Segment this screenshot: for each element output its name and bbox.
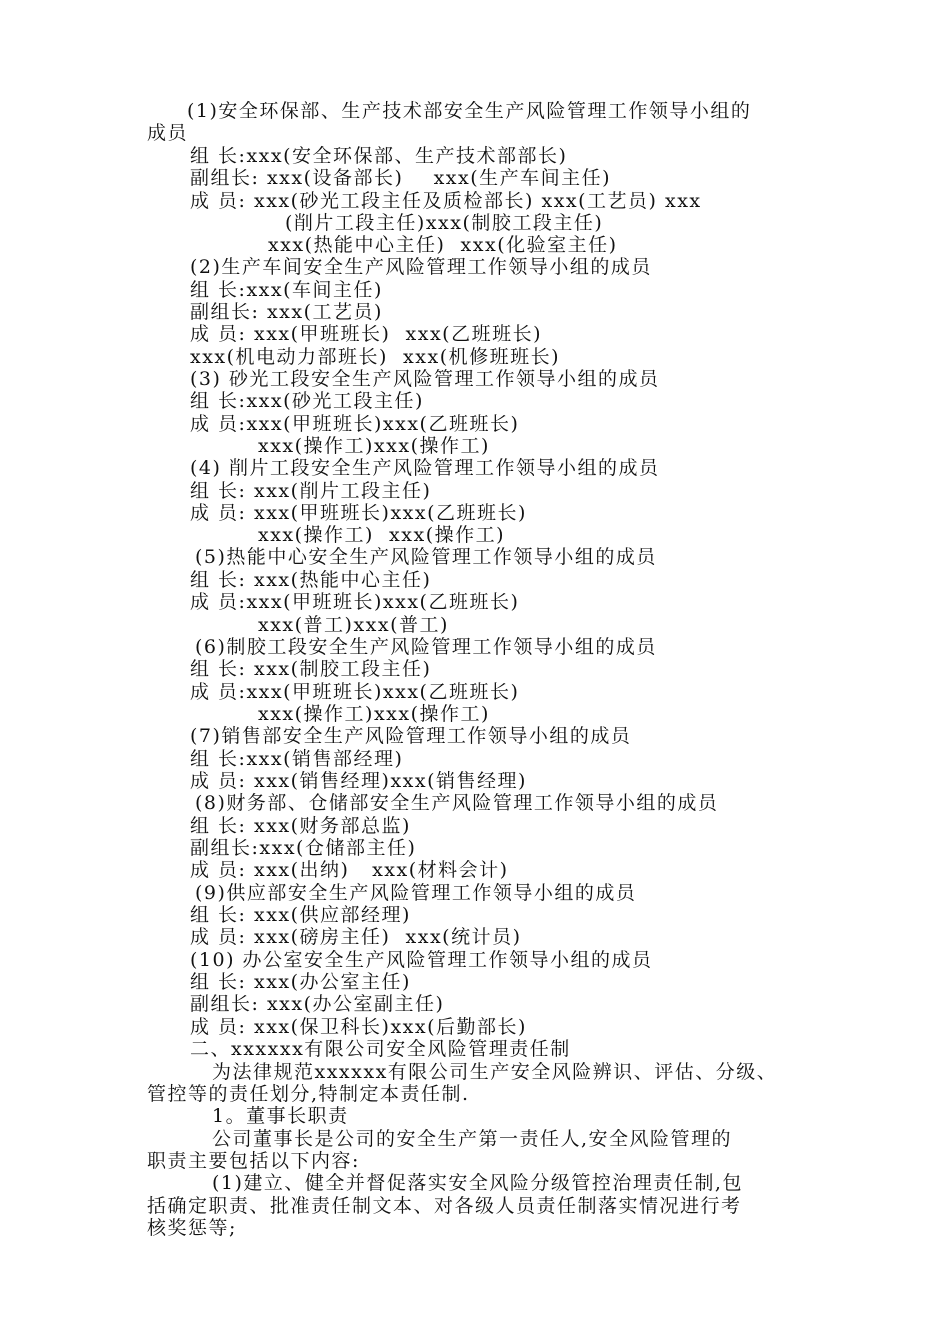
text-line: 副组长: xxx(工艺员) [190, 301, 383, 323]
text-line: 成员 [147, 122, 189, 144]
section-heading-10: (10) 办公室安全生产风险管理工作领导小组的成员 [190, 949, 653, 971]
text-line: xxx(操作工) xxx(操作工) [258, 524, 506, 546]
text-line: 成 员: xxx(出纳) xxx(材料会计) [190, 859, 509, 881]
section-heading-3: (3) 砂光工段安全生产风险管理工作领导小组的成员 [190, 368, 660, 390]
text-line: 组 长:xxx(安全环保部、生产技术部部长) [190, 145, 568, 167]
text-line: 成 员: xxx(销售经理)xxx(销售经理) [190, 770, 527, 792]
text-line: 成 员:xxx(甲班班长)xxx(乙班班长) [190, 413, 520, 435]
paragraph-line: 括确定职责、批准责任制文本、对各级人员责任制落实情况进行考 [147, 1195, 742, 1217]
text-line: xxx(普工)xxx(普工) [258, 614, 449, 636]
text-line: 组 长: xxx(削片工段主任) [190, 480, 432, 502]
paragraph-line: (1)建立、健全并督促落实安全风险分级管控治理责任制,包 [212, 1172, 743, 1194]
text-line: xxx(机电动力部班长) xxx(机修班班长) [190, 346, 561, 368]
paragraph-line: 管控等的责任划分,特制定本责任制. [147, 1083, 470, 1105]
paragraph-line: 公司董事长是公司的安全生产第一责任人,安全风险管理的 [212, 1128, 733, 1150]
text-line: 成 员: xxx(甲班班长)xxx(乙班班长) [190, 502, 527, 524]
text-line: 成 员: xxx(保卫科长)xxx(后勤部长) [190, 1016, 527, 1038]
text-line: xxx(操作工)xxx(操作工) [258, 703, 490, 725]
text-line: 成 员:xxx(甲班班长)xxx(乙班班长) [190, 591, 520, 613]
section-heading-8: (8)财务部、仓储部安全生产风险管理工作领导小组的成员 [195, 792, 719, 814]
text-line: 副组长: xxx(办公室副主任) [190, 993, 445, 1015]
paragraph-line: 为法律规范xxxxxx有限公司生产安全风险辨识、评估、分级、 [212, 1061, 778, 1083]
text-line: 组 长: xxx(制胶工段主任) [190, 658, 432, 680]
section-heading-2: (2)生产车间安全生产风险管理工作领导小组的成员 [190, 256, 652, 278]
section-heading-4: (4) 削片工段安全生产风险管理工作领导小组的成员 [190, 457, 660, 479]
text-line: 组 长:xxx(砂光工段主任) [190, 390, 424, 412]
section-heading-6: (6)制胶工段安全生产风险管理工作领导小组的成员 [195, 636, 657, 658]
section-heading-9: (9)供应部安全生产风险管理工作领导小组的成员 [195, 882, 637, 904]
paragraph-line: 核奖惩等; [147, 1217, 237, 1239]
text-line: 副组长:xxx(仓储部主任) [190, 837, 417, 859]
text-line: 成 员: xxx(磅房主任) xxx(统计员) [190, 926, 522, 948]
text-line: 组 长:xxx(车间主任) [190, 279, 383, 301]
text-line: 成 员: xxx(甲班班长) xxx(乙班班长) [190, 323, 543, 345]
text-line: 组 长: xxx(热能中心主任) [190, 569, 432, 591]
text-line: 组 长: xxx(财务部总监) [190, 815, 411, 837]
section-heading-5: (5)热能中心安全生产风险管理工作领导小组的成员 [195, 546, 657, 568]
text-line: (削片工段主任)xxx(制胶工段主任) [285, 212, 604, 234]
text-line: xxx(操作工)xxx(操作工) [258, 435, 490, 457]
section-heading-1: (1)安全环保部、生产技术部安全生产风险管理工作领导小组的 [187, 100, 752, 122]
section-heading-7: (7)销售部安全生产风险管理工作领导小组的成员 [190, 725, 632, 747]
chapter-heading: 二、xxxxxx有限公司安全风险管理责任制 [190, 1038, 571, 1060]
text-line: 副组长: xxx(设备部长) xxx(生产车间主任) [190, 167, 612, 189]
subsection-heading: 1。董事长职责 [212, 1105, 349, 1127]
text-line: xxx(热能中心主任) xxx(化验室主任) [268, 234, 618, 256]
text-line: 组 长:xxx(销售部经理) [190, 748, 404, 770]
text-line: 成 员:xxx(甲班班长)xxx(乙班班长) [190, 681, 520, 703]
text-line: 组 长: xxx(供应部经理) [190, 904, 411, 926]
paragraph-line: 职责主要包括以下内容: [147, 1150, 360, 1172]
text-line: 组 长: xxx(办公室主任) [190, 971, 411, 993]
text-line: 成 员: xxx(砂光工段主任及质检部长) xxx(工艺员) xxx [190, 190, 702, 212]
